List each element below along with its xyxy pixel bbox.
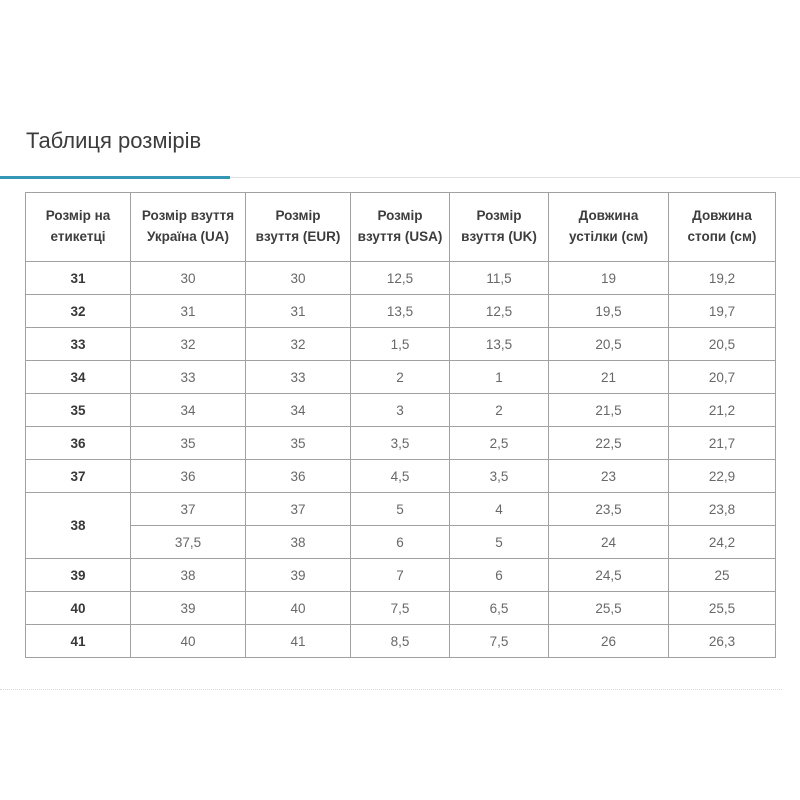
table-cell: 12,5 bbox=[450, 295, 549, 328]
table-cell: 26 bbox=[549, 625, 669, 658]
table-cell: 23 bbox=[549, 460, 669, 493]
table-cell: 33 bbox=[246, 361, 351, 394]
table-cell: 8,5 bbox=[351, 625, 450, 658]
table-cell: 13,5 bbox=[450, 328, 549, 361]
size-table-header bbox=[26, 193, 776, 262]
row-label-cell-merged: 38 bbox=[26, 493, 131, 559]
column-header-label-size: Розмір на етикетці bbox=[26, 193, 131, 262]
table-cell: 36 bbox=[131, 460, 246, 493]
table-cell: 34 bbox=[131, 394, 246, 427]
table-cell: 19,5 bbox=[549, 295, 669, 328]
table-cell: 19,7 bbox=[669, 295, 776, 328]
column-header-eur-size: Розмір взуття (EUR) bbox=[246, 193, 351, 262]
table-cell: 32 bbox=[246, 328, 351, 361]
table-cell: 24 bbox=[549, 526, 669, 559]
table-cell: 11,5 bbox=[450, 262, 549, 295]
table-row bbox=[26, 625, 776, 658]
table-cell: 37,5 bbox=[131, 526, 246, 559]
table-cell: 21,2 bbox=[669, 394, 776, 427]
row-label-cell: 40 bbox=[26, 592, 131, 625]
row-label-cell: 32 bbox=[26, 295, 131, 328]
table-cell: 1 bbox=[450, 361, 549, 394]
table-cell: 20,5 bbox=[669, 328, 776, 361]
table-cell: 21,7 bbox=[669, 427, 776, 460]
table-row bbox=[26, 361, 776, 394]
column-header-insole-length: Довжина устілки (см) bbox=[549, 193, 669, 262]
size-table-body bbox=[26, 262, 776, 658]
table-cell: 24,2 bbox=[669, 526, 776, 559]
table-cell: 21 bbox=[549, 361, 669, 394]
table-cell: 20,5 bbox=[549, 328, 669, 361]
table-cell: 5 bbox=[450, 526, 549, 559]
table-cell: 19,2 bbox=[669, 262, 776, 295]
table-cell: 2 bbox=[351, 361, 450, 394]
row-label-cell: 41 bbox=[26, 625, 131, 658]
table-row bbox=[26, 460, 776, 493]
size-table bbox=[25, 192, 776, 658]
row-label-cell: 35 bbox=[26, 394, 131, 427]
active-tab-underline bbox=[0, 176, 230, 179]
table-cell: 3,5 bbox=[351, 427, 450, 460]
table-cell: 37 bbox=[246, 493, 351, 526]
column-header-usa-size: Розмір взуття (USA) bbox=[351, 193, 450, 262]
table-cell: 1,5 bbox=[351, 328, 450, 361]
table-cell: 7,5 bbox=[351, 592, 450, 625]
table-row bbox=[26, 328, 776, 361]
table-cell: 39 bbox=[131, 592, 246, 625]
row-label-cell: 36 bbox=[26, 427, 131, 460]
row-label-cell: 33 bbox=[26, 328, 131, 361]
table-cell: 2 bbox=[450, 394, 549, 427]
row-label-cell: 31 bbox=[26, 262, 131, 295]
table-cell: 23,8 bbox=[669, 493, 776, 526]
column-header-uk-size: Розмір взуття (UK) bbox=[450, 193, 549, 262]
header-row bbox=[26, 193, 776, 262]
table-cell: 30 bbox=[131, 262, 246, 295]
table-row bbox=[26, 262, 776, 295]
table-cell: 36 bbox=[246, 460, 351, 493]
table-cell: 7,5 bbox=[450, 625, 549, 658]
table-cell: 31 bbox=[131, 295, 246, 328]
row-label-cell: 39 bbox=[26, 559, 131, 592]
table-cell: 7 bbox=[351, 559, 450, 592]
table-cell: 6 bbox=[351, 526, 450, 559]
table-cell: 19 bbox=[549, 262, 669, 295]
table-cell: 41 bbox=[246, 625, 351, 658]
row-label-cell: 34 bbox=[26, 361, 131, 394]
row-label-cell: 37 bbox=[26, 460, 131, 493]
table-cell: 40 bbox=[131, 625, 246, 658]
table-cell: 25,5 bbox=[669, 592, 776, 625]
table-cell: 20,7 bbox=[669, 361, 776, 394]
table-cell: 3 bbox=[351, 394, 450, 427]
table-cell: 22,9 bbox=[669, 460, 776, 493]
table-cell: 34 bbox=[246, 394, 351, 427]
table-row bbox=[26, 295, 776, 328]
bottom-dotted-divider bbox=[0, 689, 782, 690]
table-cell: 24,5 bbox=[549, 559, 669, 592]
table-cell: 37 bbox=[131, 493, 246, 526]
table-cell: 25,5 bbox=[549, 592, 669, 625]
table-cell: 35 bbox=[131, 427, 246, 460]
table-row bbox=[26, 559, 776, 592]
table-cell: 40 bbox=[246, 592, 351, 625]
table-cell: 25 bbox=[669, 559, 776, 592]
table-cell: 35 bbox=[246, 427, 351, 460]
table-cell: 26,3 bbox=[669, 625, 776, 658]
table-row bbox=[26, 493, 776, 526]
table-cell: 31 bbox=[246, 295, 351, 328]
table-cell: 3,5 bbox=[450, 460, 549, 493]
table-cell: 22,5 bbox=[549, 427, 669, 460]
table-cell: 23,5 bbox=[549, 493, 669, 526]
table-cell: 6,5 bbox=[450, 592, 549, 625]
table-cell: 32 bbox=[131, 328, 246, 361]
table-row bbox=[26, 427, 776, 460]
table-cell: 13,5 bbox=[351, 295, 450, 328]
table-cell: 4 bbox=[450, 493, 549, 526]
table-cell: 5 bbox=[351, 493, 450, 526]
table-cell: 12,5 bbox=[351, 262, 450, 295]
table-row bbox=[26, 526, 776, 559]
table-cell: 30 bbox=[246, 262, 351, 295]
table-cell: 39 bbox=[246, 559, 351, 592]
table-row bbox=[26, 592, 776, 625]
table-cell: 6 bbox=[450, 559, 549, 592]
table-cell: 33 bbox=[131, 361, 246, 394]
table-row bbox=[26, 394, 776, 427]
table-cell: 21,5 bbox=[549, 394, 669, 427]
table-cell: 2,5 bbox=[450, 427, 549, 460]
size-table-tab[interactable]: Таблиця розмірів bbox=[26, 128, 202, 153]
table-cell: 38 bbox=[246, 526, 351, 559]
table-cell: 38 bbox=[131, 559, 246, 592]
table-cell: 4,5 bbox=[351, 460, 450, 493]
column-header-ua-size: Розмір взуття Україна (UA) bbox=[131, 193, 246, 262]
column-header-foot-length: Довжина стопи (см) bbox=[669, 193, 776, 262]
